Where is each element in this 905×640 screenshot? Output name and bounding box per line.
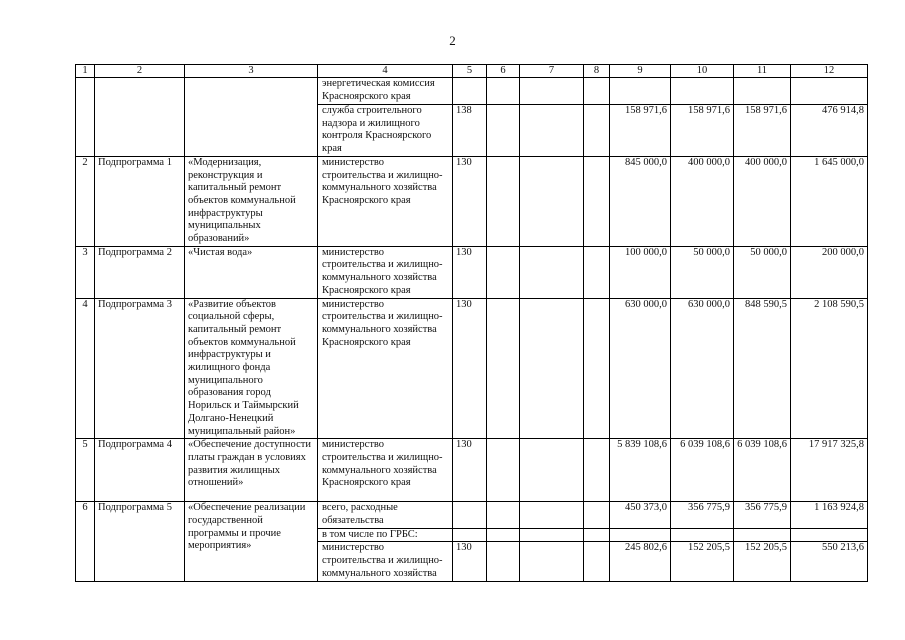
header-cell: 6 [487,65,520,78]
value-cell: 158 971,6 [610,105,671,157]
table-row [76,502,868,528]
table-row [76,246,868,298]
row-index: 4 [76,298,95,439]
value-cell: 400 000,0 [671,156,734,246]
code-cell: 130 [453,439,487,502]
row-index: 3 [76,246,95,298]
code-cell: 130 [453,298,487,439]
program-name-cell: «Модернизация, реконструкция и капитальный ремонт объектов коммунальной инфраструктуры муниципальных образований» [185,156,318,246]
value-cell: 152 205,5 [734,542,791,581]
value-cell: 848 590,5 [734,298,791,439]
code-cell: 130 [453,246,487,298]
value-cell: 17 917 325,8 [791,439,868,502]
program-name-cell: «Обеспечение реализации государственной программы и прочие мероприятия» [185,502,318,581]
table-row [76,156,868,246]
value-cell: 450 373,0 [610,502,671,528]
value-cell: 630 000,0 [610,298,671,439]
value-cell: 845 000,0 [610,156,671,246]
value-cell: 245 802,6 [610,542,671,581]
value-cell: 158 971,6 [734,105,791,157]
value-cell: 1 163 924,8 [791,502,868,528]
value-cell: 158 971,6 [671,105,734,157]
code-cell: 130 [453,542,487,581]
value-cell: 6 039 108,6 [734,439,791,502]
grbs-cell: министерство строительства и жилищно-коммунального хозяйства Красноярского края [318,156,453,246]
header-cell: 11 [734,65,791,78]
value-cell: 100 000,0 [610,246,671,298]
program-cell: Подпрограмма 4 [95,439,185,502]
grbs-cell: энергетическая комиссия Красноярского края [318,78,453,105]
header-cell: 10 [671,65,734,78]
row-index: 6 [76,502,95,581]
value-cell: 6 039 108,6 [671,439,734,502]
row-index: 2 [76,156,95,246]
program-name-cell: «Развитие объектов социальной сферы, капитальный ремонт объектов коммунальной инфраструктуры и жилищного фонда муниципального образования город Норильск и Таймырский Долгано-Ненецкий муниципальный район» [185,298,318,439]
value-cell: 2 108 590,5 [791,298,868,439]
grbs-cell: министерство строительства и жилищно-коммунального хозяйства Красноярского края [318,439,453,502]
header-cell: 2 [95,65,185,78]
value-cell: 356 775,9 [734,502,791,528]
header-cell: 1 [76,65,95,78]
header-cell: 9 [610,65,671,78]
value-cell: 152 205,5 [671,542,734,581]
value-cell: 476 914,8 [791,105,868,157]
value-cell: 50 000,0 [734,246,791,298]
table-row [76,298,868,439]
value-cell: 550 213,6 [791,542,868,581]
table-row [76,78,868,105]
header-cell: 7 [520,65,584,78]
including-label-cell: в том числе по ГРБС: [318,528,453,542]
value-cell: 200 000,0 [791,246,868,298]
total-label-cell: всего, расходные обязательства [318,502,453,528]
value-cell: 5 839 108,6 [610,439,671,502]
value-cell: 630 000,0 [671,298,734,439]
table-row [76,439,868,502]
program-name-cell: «Чистая вода» [185,246,318,298]
budget-table [75,64,868,582]
header-row [76,65,868,78]
program-name-cell: «Обеспечение доступности платы граждан в условиях развития жилищных отношений» [185,439,318,502]
header-cell: 12 [791,65,868,78]
value-cell: 50 000,0 [671,246,734,298]
value-cell: 356 775,9 [671,502,734,528]
grbs-cell: министерство строительства и жилищно-коммунального хозяйства [318,542,453,581]
code-cell: 130 [453,156,487,246]
row-index: 5 [76,439,95,502]
header-cell: 5 [453,65,487,78]
grbs-cell: министерство строительства и жилищно-коммунального хозяйства Красноярского края [318,298,453,439]
grbs-cell: министерство строительства и жилищно-коммунального хозяйства Красноярского края [318,246,453,298]
header-cell: 8 [584,65,610,78]
value-cell: 400 000,0 [734,156,791,246]
grbs-cell: служба строительного надзора и жилищного контроля Красноярского края [318,105,453,157]
program-cell: Подпрограмма 2 [95,246,185,298]
header-cell: 3 [185,65,318,78]
program-cell: Подпрограмма 5 [95,502,185,581]
page-number: 2 [449,33,456,48]
code-cell: 138 [453,105,487,157]
header-cell: 4 [318,65,453,78]
program-cell: Подпрограмма 3 [95,298,185,439]
value-cell: 1 645 000,0 [791,156,868,246]
program-cell: Подпрограмма 1 [95,156,185,246]
